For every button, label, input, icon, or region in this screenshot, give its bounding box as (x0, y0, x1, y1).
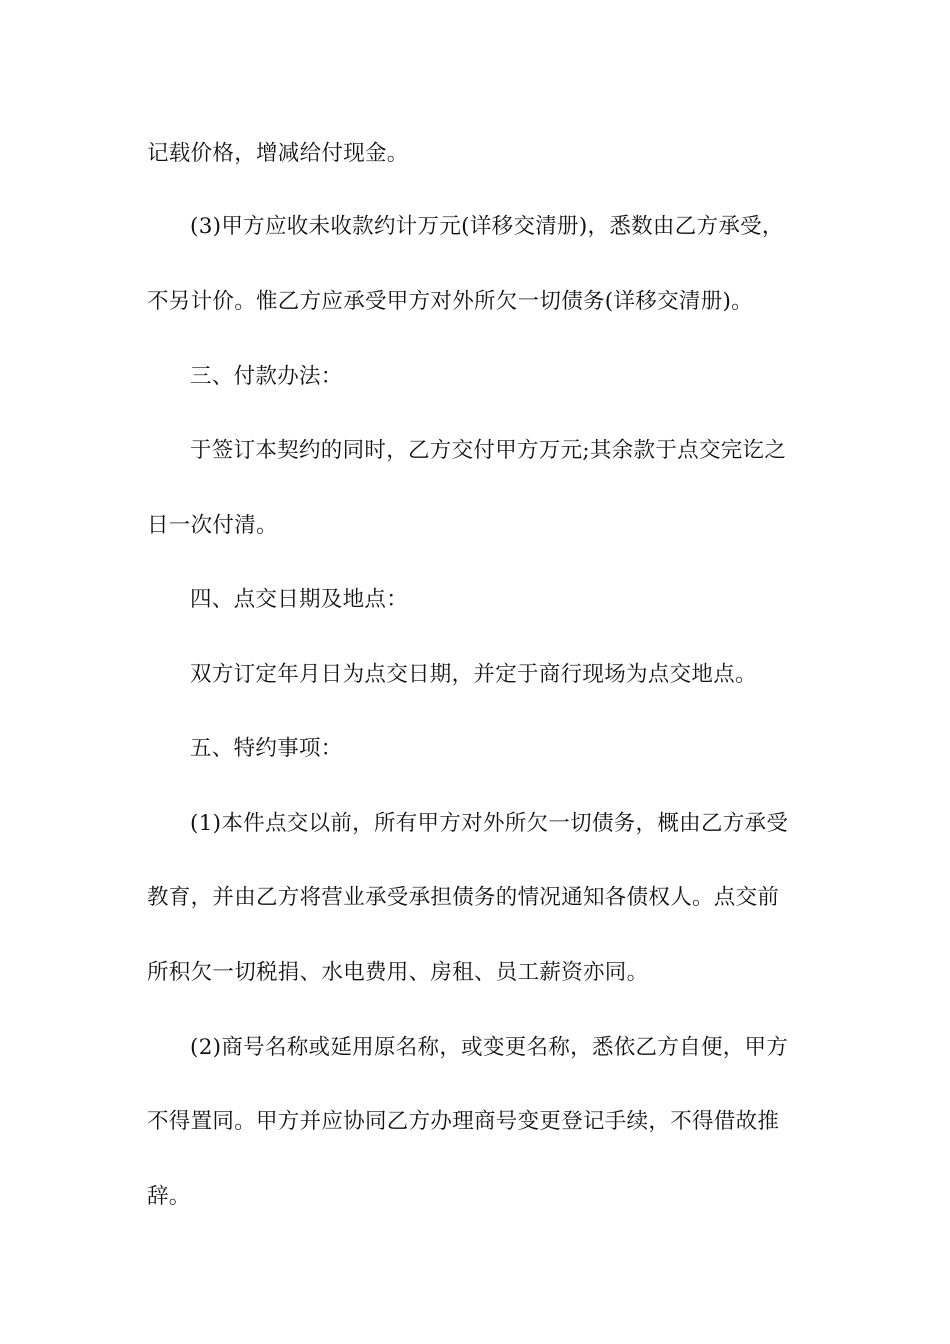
paragraph-line-continuation: 记载价格，增减给付现金。 (147, 141, 409, 166)
paragraph-payment-line-1: 于签订本契约的同时，乙方交付甲方万元;其余款于点交完讫之 (190, 438, 787, 463)
section-heading-handover: 四、点交日期及地点： (190, 587, 409, 612)
paragraph-item-2-line-3: 辞。 (147, 1184, 191, 1209)
paragraph-item-3-line-1: (3)甲方应收未收款约计万元(详移交清册)，悉数由乙方承受， (190, 214, 784, 239)
paragraph-item-2-line-1: (2)商号名称或延用原名称，或变更名称，悉依乙方自便，甲方 (190, 1035, 789, 1060)
paragraph-item-1-line-1: (1)本件点交以前，所有甲方对外所欠一切债务，概由乙方承受 (190, 811, 789, 836)
section-heading-payment: 三、付款办法： (190, 364, 343, 389)
paragraph-item-1-line-3: 所积欠一切税捐、水电费用、房租、员工薪资亦同。 (147, 960, 649, 985)
paragraph-payment-line-2: 日一次付清。 (147, 513, 278, 538)
section-heading-special-terms: 五、特约事项： (190, 736, 343, 761)
paragraph-item-1-line-2: 教育，并由乙方将营业承受承担债务的情况通知各债权人。点交前 (147, 885, 780, 910)
paragraph-item-2-line-2: 不得置同。甲方并应协同乙方办理商号变更登记手续，不得借故推 (147, 1109, 780, 1134)
paragraph-handover: 双方订定年月日为点交日期，并定于商行现场为点交地点。 (190, 662, 757, 687)
paragraph-item-3-line-2: 不另计价。惟乙方应承受甲方对外所欠一切债务(详移交清册)。 (147, 289, 753, 314)
